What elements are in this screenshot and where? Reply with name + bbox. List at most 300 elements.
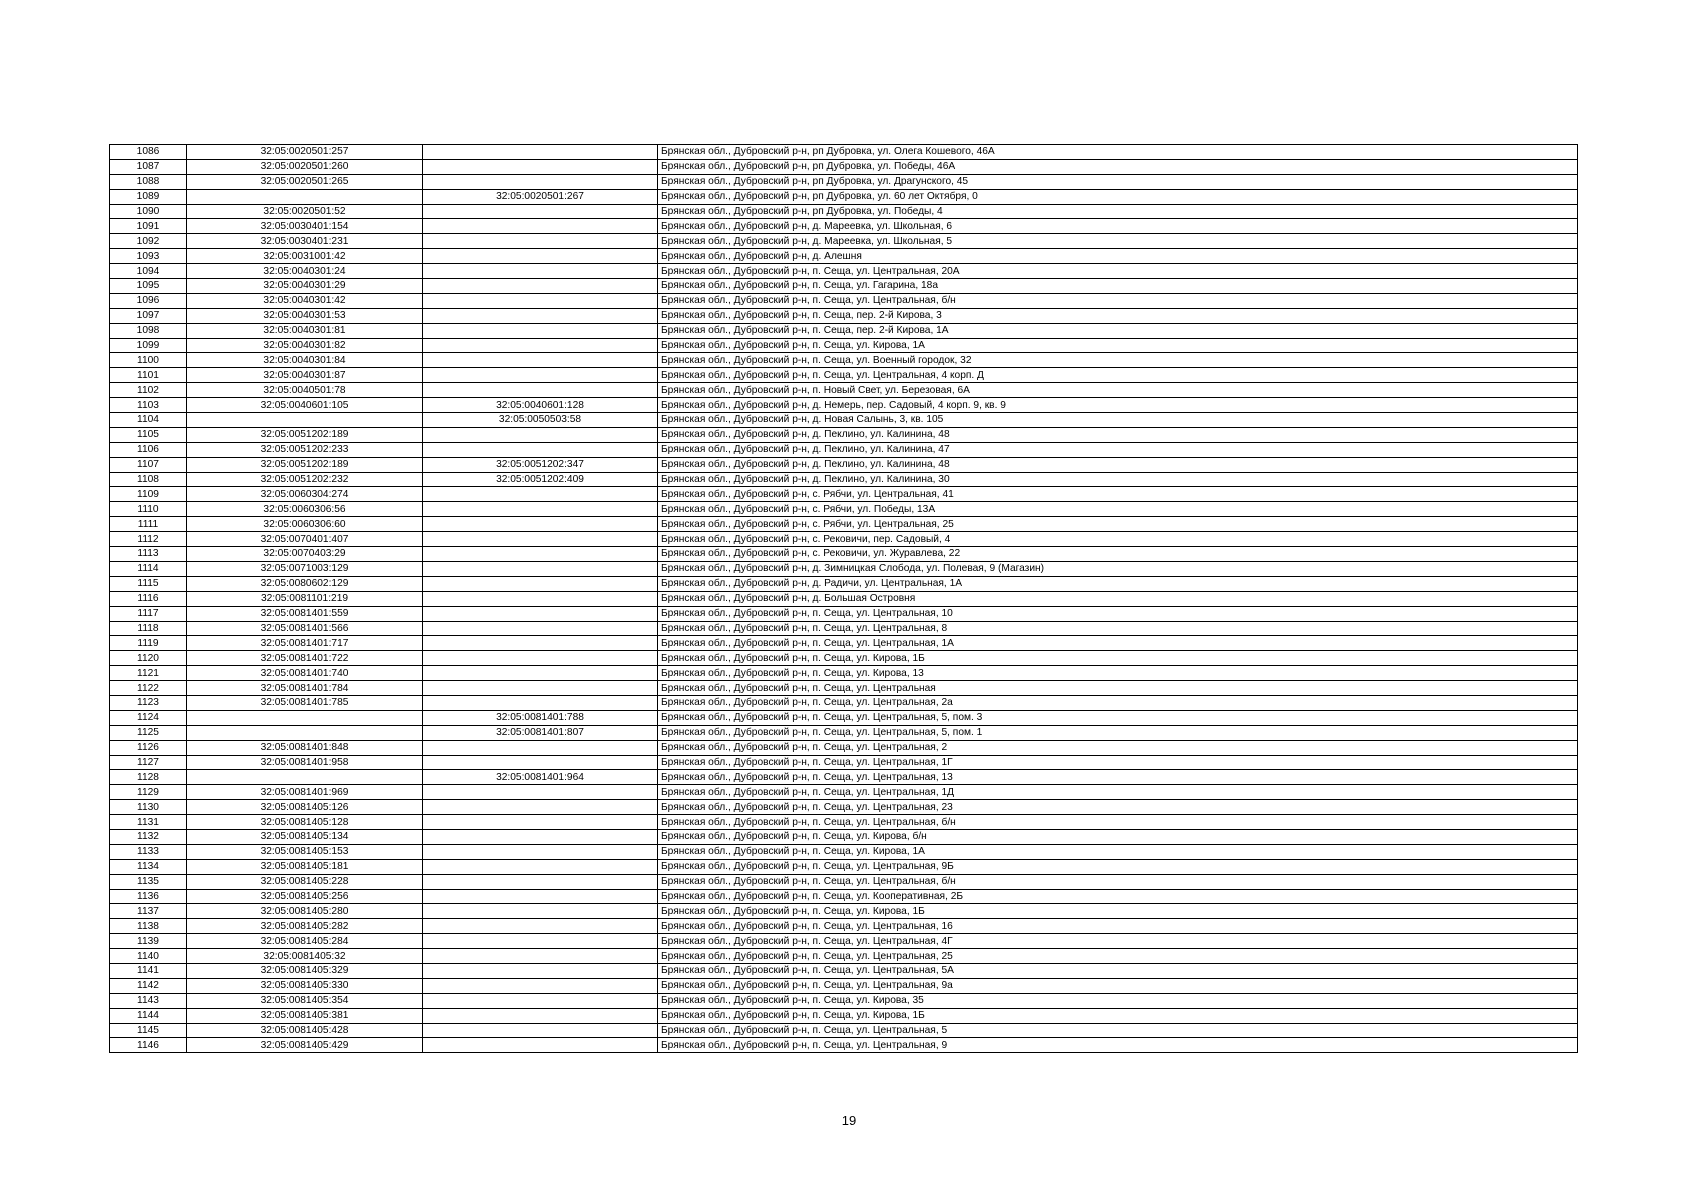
related-cadastral-number-cell [423,636,658,651]
address-cell: Брянская обл., Дубровский р-н, п. Сеща, ул. Кирова, 1Б [658,651,1578,666]
cadastral-number-cell: 32:05:0070403:29 [187,547,423,562]
row-number-cell: 1141 [110,963,187,978]
table-row [110,815,1578,830]
address-cell: Брянская обл., Дубровский р-н, п. Сеща, ул. Кирова, 1А [658,338,1578,353]
address-cell: Брянская обл., Дубровский р-н, п. Сеща, ул. Центральная, 5, пом. 3 [658,710,1578,725]
address-cell: Брянская обл., Дубровский р-н, д. Пеклино, ул. Калинина, 48 [658,427,1578,442]
address-cell: Брянская обл., Дубровский р-н, п. Сеща, ул. Центральная, 9а [658,978,1578,993]
row-number-cell: 1139 [110,934,187,949]
related-cadastral-number-cell [423,338,658,353]
related-cadastral-number-cell [423,695,658,710]
row-number-cell: 1121 [110,666,187,681]
table-row [110,502,1578,517]
related-cadastral-number-cell [423,249,658,264]
row-number-cell: 1106 [110,442,187,457]
cadastral-number-cell: 32:05:0081405:330 [187,978,423,993]
address-cell: Брянская обл., Дубровский р-н, д. Радичи, ул. Центральная, 1А [658,576,1578,591]
table-row [110,889,1578,904]
row-number-cell: 1090 [110,204,187,219]
cadastral-number-cell: 32:05:0081401:958 [187,755,423,770]
related-cadastral-number-cell [423,815,658,830]
cadastral-number-cell: 32:05:0031001:42 [187,249,423,264]
cadastral-number-cell: 32:05:0081401:740 [187,666,423,681]
table-row [110,472,1578,487]
cadastral-number-cell: 32:05:0040301:87 [187,368,423,383]
cadastral-number-cell: 32:05:0081405:381 [187,1008,423,1023]
cadastral-number-cell: 32:05:0081401:848 [187,740,423,755]
related-cadastral-number-cell: 32:05:0081401:964 [423,770,658,785]
address-cell: Брянская обл., Дубровский р-н, п. Сеща, пер. 2-й Кирова, 1А [658,323,1578,338]
cadastral-number-cell: 32:05:0081405:329 [187,963,423,978]
address-cell: Брянская обл., Дубровский р-н, с. Рябчи, ул. Победы, 13А [658,502,1578,517]
address-cell: Брянская обл., Дубровский р-н, д. Мареевка, ул. Школьная, 5 [658,234,1578,249]
related-cadastral-number-cell: 32:05:0081401:807 [423,725,658,740]
related-cadastral-number-cell [423,561,658,576]
row-number-cell: 1105 [110,427,187,442]
table-row [110,293,1578,308]
address-cell: Брянская обл., Дубровский р-н, п. Сеща, ул. Кирова, 1Б [658,904,1578,919]
related-cadastral-number-cell [423,934,658,949]
table-row [110,189,1578,204]
cadastral-number-cell: 32:05:0040301:84 [187,353,423,368]
address-cell: Брянская обл., Дубровский р-н, рп Дубровка, ул. 60 лет Октября, 0 [658,189,1578,204]
row-number-cell: 1146 [110,1038,187,1053]
table-row [110,442,1578,457]
table-row [110,785,1578,800]
row-number-cell: 1099 [110,338,187,353]
address-cell: Брянская обл., Дубровский р-н, п. Новый Свет, ул. Березовая, 6А [658,383,1578,398]
related-cadastral-number-cell [423,829,658,844]
cadastral-number-cell [187,725,423,740]
row-number-cell: 1091 [110,219,187,234]
related-cadastral-number-cell [423,427,658,442]
row-number-cell: 1112 [110,532,187,547]
related-cadastral-number-cell [423,666,658,681]
address-cell: Брянская обл., Дубровский р-н, п. Сеща, ул. Центральная, 2а [658,695,1578,710]
related-cadastral-number-cell [423,800,658,815]
related-cadastral-number-cell [423,517,658,532]
row-number-cell: 1130 [110,800,187,815]
related-cadastral-number-cell [423,159,658,174]
table-row [110,234,1578,249]
address-cell: Брянская обл., Дубровский р-н, п. Сеща, ул. Гагарина, 18а [658,279,1578,294]
related-cadastral-number-cell [423,681,658,696]
address-cell: Брянская обл., Дубровский р-н, с. Рябчи, ул. Центральная, 25 [658,517,1578,532]
related-cadastral-number-cell [423,889,658,904]
address-cell: Брянская обл., Дубровский р-н, с. Рековичи, пер. Садовый, 4 [658,532,1578,547]
related-cadastral-number-cell [423,442,658,457]
cadastral-number-cell: 32:05:0051202:233 [187,442,423,457]
row-number-cell: 1145 [110,1023,187,1038]
cadastral-number-cell: 32:05:0081401:722 [187,651,423,666]
table-row [110,636,1578,651]
table-row [110,710,1578,725]
table-row [110,532,1578,547]
cadastral-number-cell: 32:05:0040301:29 [187,279,423,294]
cadastral-number-cell: 32:05:0051202:232 [187,472,423,487]
cadastral-number-cell: 32:05:0020501:265 [187,174,423,189]
cadastral-number-cell: 32:05:0040301:24 [187,264,423,279]
cadastral-number-cell: 32:05:0081405:228 [187,874,423,889]
related-cadastral-number-cell [423,576,658,591]
table-row [110,725,1578,740]
related-cadastral-number-cell [423,859,658,874]
table-row [110,874,1578,889]
row-number-cell: 1122 [110,681,187,696]
table-row [110,427,1578,442]
table-row [110,666,1578,681]
row-number-cell: 1129 [110,785,187,800]
cadastral-number-cell: 32:05:0020501:257 [187,145,423,160]
table-row [110,547,1578,562]
table-row [110,323,1578,338]
row-number-cell: 1110 [110,502,187,517]
cadastral-number-cell: 32:05:0081401:717 [187,636,423,651]
cadastral-number-cell: 32:05:0040301:42 [187,293,423,308]
table-row [110,308,1578,323]
related-cadastral-number-cell [423,145,658,160]
related-cadastral-number-cell: 32:05:0051202:409 [423,472,658,487]
cadastral-number-cell: 32:05:0040601:105 [187,398,423,413]
row-number-cell: 1120 [110,651,187,666]
related-cadastral-number-cell [423,606,658,621]
address-cell: Брянская обл., Дубровский р-н, п. Сеща, ул. Кирова, 1А [658,844,1578,859]
related-cadastral-number-cell [423,264,658,279]
address-cell: Брянская обл., Дубровский р-н, п. Сеща, ул. Центральная, 8 [658,621,1578,636]
cadastral-number-cell: 32:05:0081405:354 [187,993,423,1008]
related-cadastral-number-cell: 32:05:0081401:788 [423,710,658,725]
cadastral-number-cell: 32:05:0081405:280 [187,904,423,919]
cadastral-number-cell: 32:05:0081401:969 [187,785,423,800]
table-row [110,145,1578,160]
cadastral-number-cell: 32:05:0020501:52 [187,204,423,219]
address-cell: Брянская обл., Дубровский р-н, д. Большая Островня [658,591,1578,606]
row-number-cell: 1118 [110,621,187,636]
row-number-cell: 1119 [110,636,187,651]
row-number-cell: 1138 [110,919,187,934]
row-number-cell: 1133 [110,844,187,859]
cadastral-number-cell: 32:05:0081401:566 [187,621,423,636]
table-row [110,681,1578,696]
address-cell: Брянская обл., Дубровский р-н, п. Сеща, ул. Центральная, б/н [658,874,1578,889]
property-table [109,144,1578,1053]
table-row [110,517,1578,532]
table-row [110,978,1578,993]
address-cell: Брянская обл., Дубровский р-н, п. Сеща, ул. Кирова, б/н [658,829,1578,844]
table-body [110,145,1578,1053]
table-row [110,949,1578,964]
table-row [110,204,1578,219]
table-row [110,1023,1578,1038]
address-cell: Брянская обл., Дубровский р-н, рп Дубровка, ул. Победы, 4 [658,204,1578,219]
cadastral-number-cell: 32:05:0020501:260 [187,159,423,174]
row-number-cell: 1131 [110,815,187,830]
related-cadastral-number-cell [423,174,658,189]
cadastral-number-cell: 32:05:0081405:32 [187,949,423,964]
related-cadastral-number-cell [423,919,658,934]
table-row [110,264,1578,279]
related-cadastral-number-cell [423,1038,658,1053]
related-cadastral-number-cell [423,353,658,368]
row-number-cell: 1087 [110,159,187,174]
cadastral-number-cell: 32:05:0070401:407 [187,532,423,547]
address-cell: Брянская обл., Дубровский р-н, п. Сеща, ул. Центральная, 25 [658,949,1578,964]
address-cell: Брянская обл., Дубровский р-н, п. Сеща, ул. Центральная, 9Б [658,859,1578,874]
address-cell: Брянская обл., Дубровский р-н, д. Новая Салынь, 3, кв. 105 [658,413,1578,428]
row-number-cell: 1136 [110,889,187,904]
address-cell: Брянская обл., Дубровский р-н, п. Сеща, ул. Центральная, 13 [658,770,1578,785]
address-cell: Брянская обл., Дубровский р-н, д. Мареевка, ул. Школьная, 6 [658,219,1578,234]
related-cadastral-number-cell: 32:05:0050503:58 [423,413,658,428]
related-cadastral-number-cell [423,308,658,323]
address-cell: Брянская обл., Дубровский р-н, п. Сеща, ул. Кирова, 1Б [658,1008,1578,1023]
row-number-cell: 1124 [110,710,187,725]
table-row [110,368,1578,383]
related-cadastral-number-cell: 32:05:0051202:347 [423,457,658,472]
cadastral-number-cell: 32:05:0051202:189 [187,427,423,442]
row-number-cell: 1108 [110,472,187,487]
row-number-cell: 1116 [110,591,187,606]
table-row [110,993,1578,1008]
address-cell: Брянская обл., Дубровский р-н, с. Рековичи, ул. Журавлева, 22 [658,547,1578,562]
row-number-cell: 1127 [110,755,187,770]
table-row [110,398,1578,413]
row-number-cell: 1128 [110,770,187,785]
row-number-cell: 1143 [110,993,187,1008]
related-cadastral-number-cell [423,234,658,249]
cadastral-number-cell: 32:05:0081405:128 [187,815,423,830]
page-number: 19 [841,1113,857,1128]
cadastral-number-cell: 32:05:0040301:53 [187,308,423,323]
cadastral-number-cell: 32:05:0081405:153 [187,844,423,859]
related-cadastral-number-cell [423,293,658,308]
related-cadastral-number-cell [423,740,658,755]
cadastral-number-cell: 32:05:0081405:429 [187,1038,423,1053]
address-cell: Брянская обл., Дубровский р-н, п. Сеща, ул. Кирова, 35 [658,993,1578,1008]
related-cadastral-number-cell [423,502,658,517]
cadastral-number-cell [187,413,423,428]
table-row [110,606,1578,621]
related-cadastral-number-cell: 32:05:0040601:128 [423,398,658,413]
table-row [110,963,1578,978]
table-row [110,770,1578,785]
table-row [110,859,1578,874]
row-number-cell: 1092 [110,234,187,249]
related-cadastral-number-cell [423,219,658,234]
row-number-cell: 1132 [110,829,187,844]
table-row [110,413,1578,428]
table-row [110,829,1578,844]
related-cadastral-number-cell [423,279,658,294]
related-cadastral-number-cell [423,963,658,978]
row-number-cell: 1109 [110,487,187,502]
row-number-cell: 1089 [110,189,187,204]
related-cadastral-number-cell [423,532,658,547]
table-row [110,174,1578,189]
row-number-cell: 1104 [110,413,187,428]
row-number-cell: 1137 [110,904,187,919]
address-cell: Брянская обл., Дубровский р-н, п. Сеща, ул. Военный городок, 32 [658,353,1578,368]
related-cadastral-number-cell [423,323,658,338]
related-cadastral-number-cell [423,383,658,398]
address-cell: Брянская обл., Дубровский р-н, д. Пеклино, ул. Калинина, 47 [658,442,1578,457]
table-row [110,651,1578,666]
cadastral-number-cell: 32:05:0081405:256 [187,889,423,904]
related-cadastral-number-cell [423,204,658,219]
address-cell: Брянская обл., Дубровский р-н, п. Сеща, ул. Центральная, 4 корп. Д [658,368,1578,383]
cadastral-number-cell: 32:05:0081405:181 [187,859,423,874]
table-row [110,338,1578,353]
cadastral-number-cell: 32:05:0040301:81 [187,323,423,338]
table-row [110,383,1578,398]
address-cell: Брянская обл., Дубровский р-н, п. Сеща, ул. Центральная, 5, пом. 1 [658,725,1578,740]
cadastral-number-cell: 32:05:0081405:126 [187,800,423,815]
row-number-cell: 1140 [110,949,187,964]
table-row [110,219,1578,234]
address-cell: Брянская обл., Дубровский р-н, д. Пеклино, ул. Калинина, 48 [658,457,1578,472]
row-number-cell: 1117 [110,606,187,621]
address-cell: Брянская обл., Дубровский р-н, рп Дубровка, ул. Олега Кошевого, 46А [658,145,1578,160]
cadastral-number-cell: 32:05:0060306:56 [187,502,423,517]
cadastral-number-cell: 32:05:0060304:274 [187,487,423,502]
cadastral-number-cell: 32:05:0081401:559 [187,606,423,621]
row-number-cell: 1103 [110,398,187,413]
cadastral-number-cell: 32:05:0030401:231 [187,234,423,249]
table-row [110,159,1578,174]
address-cell: Брянская обл., Дубровский р-н, п. Сеща, ул. Центральная, 4Г [658,934,1578,949]
related-cadastral-number-cell [423,904,658,919]
address-cell: Брянская обл., Дубровский р-н, п. Сеща, ул. Кирова, 13 [658,666,1578,681]
related-cadastral-number-cell [423,651,658,666]
address-cell: Брянская обл., Дубровский р-н, д. Немерь, пер. Садовый, 4 корп. 9, кв. 9 [658,398,1578,413]
cadastral-number-cell [187,710,423,725]
row-number-cell: 1111 [110,517,187,532]
row-number-cell: 1123 [110,695,187,710]
row-number-cell: 1097 [110,308,187,323]
row-number-cell: 1107 [110,457,187,472]
related-cadastral-number-cell [423,949,658,964]
related-cadastral-number-cell [423,591,658,606]
address-cell: Брянская обл., Дубровский р-н, п. Сеща, пер. 2-й Кирова, 3 [658,308,1578,323]
related-cadastral-number-cell [423,547,658,562]
table-row [110,576,1578,591]
table-row [110,621,1578,636]
table-row [110,740,1578,755]
row-number-cell: 1101 [110,368,187,383]
cadastral-number-cell: 32:05:0071003:129 [187,561,423,576]
address-cell: Брянская обл., Дубровский р-н, п. Сеща, ул. Центральная, 10 [658,606,1578,621]
cadastral-number-cell: 32:05:0040301:82 [187,338,423,353]
related-cadastral-number-cell [423,785,658,800]
row-number-cell: 1102 [110,383,187,398]
address-cell: Брянская обл., Дубровский р-н, д. Алешня [658,249,1578,264]
address-cell: Брянская обл., Дубровский р-н, п. Сеща, ул. Центральная, 5 [658,1023,1578,1038]
row-number-cell: 1100 [110,353,187,368]
row-number-cell: 1113 [110,547,187,562]
address-cell: Брянская обл., Дубровский р-н, п. Сеща, ул. Центральная, 5А [658,963,1578,978]
cadastral-number-cell: 32:05:0081405:134 [187,829,423,844]
row-number-cell: 1135 [110,874,187,889]
cadastral-number-cell: 32:05:0081405:284 [187,934,423,949]
address-cell: Брянская обл., Дубровский р-н, п. Сеща, ул. Центральная, 1Д [658,785,1578,800]
table-row [110,353,1578,368]
cadastral-number-cell: 32:05:0030401:154 [187,219,423,234]
related-cadastral-number-cell [423,621,658,636]
address-cell: Брянская обл., Дубровский р-н, п. Сеща, ул. Центральная, 20А [658,264,1578,279]
address-cell: Брянская обл., Дубровский р-н, п. Сеща, ул. Центральная, 1А [658,636,1578,651]
related-cadastral-number-cell [423,368,658,383]
row-number-cell: 1126 [110,740,187,755]
row-number-cell: 1093 [110,249,187,264]
table-row [110,919,1578,934]
cadastral-number-cell [187,770,423,785]
cadastral-number-cell: 32:05:0080602:129 [187,576,423,591]
address-cell: Брянская обл., Дубровский р-н, рп Дубровка, ул. Победы, 46А [658,159,1578,174]
cadastral-number-cell [187,189,423,204]
table-row [110,844,1578,859]
row-number-cell: 1096 [110,293,187,308]
table-row [110,904,1578,919]
address-cell: Брянская обл., Дубровский р-н, рп Дубровка, ул. Драгунского, 45 [658,174,1578,189]
address-cell: Брянская обл., Дубровский р-н, п. Сеща, ул. Центральная, 9 [658,1038,1578,1053]
address-cell: Брянская обл., Дубровский р-н, п. Сеща, ул. Центральная [658,681,1578,696]
related-cadastral-number-cell [423,874,658,889]
related-cadastral-number-cell: 32:05:0020501:267 [423,189,658,204]
row-number-cell: 1125 [110,725,187,740]
related-cadastral-number-cell [423,487,658,502]
address-cell: Брянская обл., Дубровский р-н, с. Рябчи, ул. Центральная, 41 [658,487,1578,502]
address-cell: Брянская обл., Дубровский р-н, п. Сеща, ул. Центральная, б/н [658,815,1578,830]
cadastral-number-cell: 32:05:0051202:189 [187,457,423,472]
table-row [110,457,1578,472]
cadastral-number-cell: 32:05:0040501:78 [187,383,423,398]
table-row [110,249,1578,264]
related-cadastral-number-cell [423,1023,658,1038]
cadastral-number-cell: 32:05:0060306:60 [187,517,423,532]
row-number-cell: 1142 [110,978,187,993]
table-row [110,279,1578,294]
table-row [110,695,1578,710]
address-cell: Брянская обл., Дубровский р-н, п. Сеща, ул. Центральная, 2 [658,740,1578,755]
table-row [110,755,1578,770]
table-row [110,487,1578,502]
cadastral-number-cell: 32:05:0081101:219 [187,591,423,606]
row-number-cell: 1144 [110,1008,187,1023]
table-row [110,800,1578,815]
related-cadastral-number-cell [423,755,658,770]
table-row [110,1008,1578,1023]
table-row [110,561,1578,576]
cadastral-number-cell: 32:05:0081405:428 [187,1023,423,1038]
address-cell: Брянская обл., Дубровский р-н, п. Сеща, ул. Центральная, 16 [658,919,1578,934]
table-row [110,591,1578,606]
related-cadastral-number-cell [423,978,658,993]
related-cadastral-number-cell [423,993,658,1008]
address-cell: Брянская обл., Дубровский р-н, д. Зимницкая Слобода, ул. Полевая, 9 (Магазин) [658,561,1578,576]
row-number-cell: 1114 [110,561,187,576]
table-row [110,934,1578,949]
address-cell: Брянская обл., Дубровский р-н, п. Сеща, ул. Центральная, б/н [658,293,1578,308]
row-number-cell: 1098 [110,323,187,338]
row-number-cell: 1095 [110,279,187,294]
related-cadastral-number-cell [423,1008,658,1023]
row-number-cell: 1088 [110,174,187,189]
address-cell: Брянская обл., Дубровский р-н, п. Сеща, ул. Центральная, 23 [658,800,1578,815]
cadastral-number-cell: 32:05:0081405:282 [187,919,423,934]
row-number-cell: 1094 [110,264,187,279]
cadastral-number-cell: 32:05:0081401:785 [187,695,423,710]
cadastral-number-cell: 32:05:0081401:784 [187,681,423,696]
